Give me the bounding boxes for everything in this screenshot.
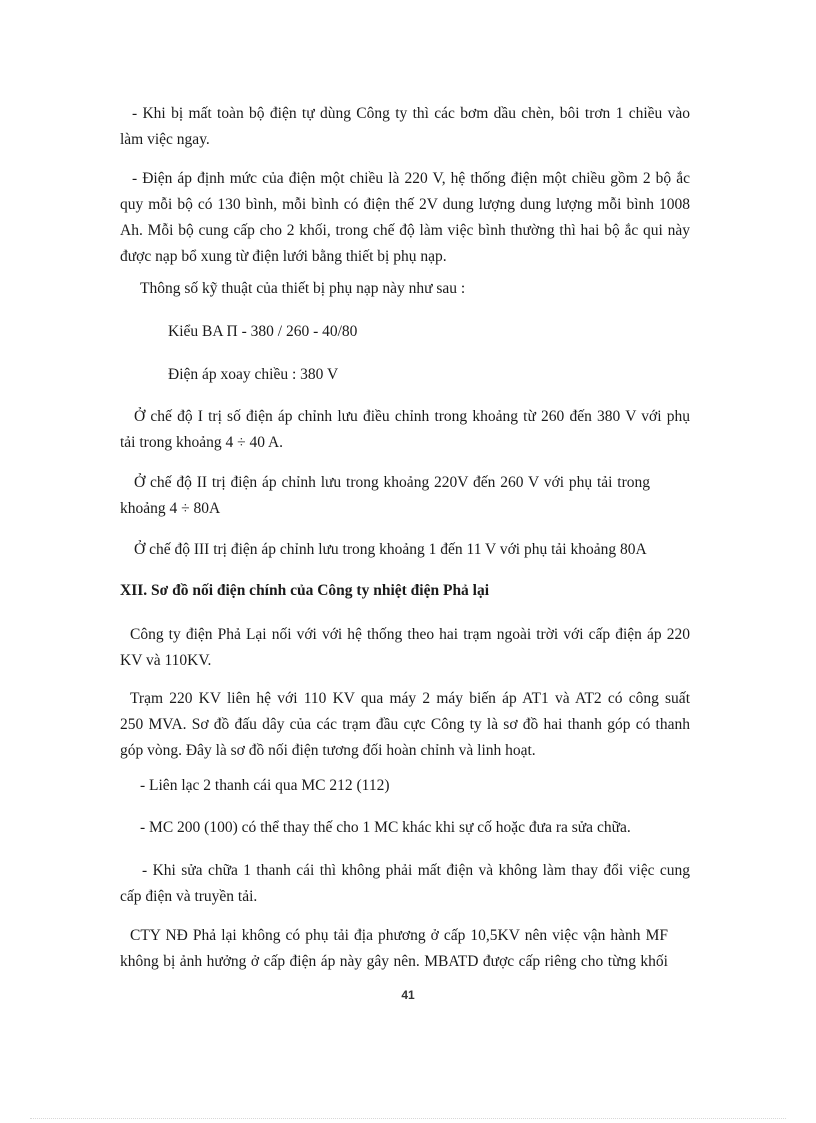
footer-divider [30, 1118, 786, 1119]
spec-ac-voltage: Điện áp xoay chiều : 380 V [168, 366, 339, 383]
section-heading: XII. Sơ đồ nối điện chính của Công ty nhiệt điện Phả lại [120, 582, 490, 599]
bullet-mc-200: - MC 200 (100) có thể thay thế cho 1 MC khác khi sự cố hoặc đưa ra sửa chữa. [140, 819, 631, 836]
paragraph-mode-3: Ở chế độ III trị điện áp chỉnh lưu trong khoảng 1 đến 11 V với phụ tải khoảng 80A [134, 541, 647, 558]
spec-model: Kiểu BA П - 380 / 260 - 40/80 [168, 323, 358, 340]
paragraph-dc-voltage: - Điện áp định mức của điện một chiều là 220 V, hệ thống điện một chiều gồm 2 bộ ắc quy mỗi bộ có 130 bình, mỗi bình có điện thế 2V dung lượng dung lượng mỗi bình 1008 Ah. Mỗi bộ cung cấp cho 2 khối, trong chế độ làm việc bình thường thì hai bộ ắc qui này được nạp bổ xung từ điện lưới bằng thiết bị phụ nạp. [120, 170, 690, 265]
paragraph-substation: Trạm 220 KV liên hệ với 110 KV qua máy 2 máy biến áp AT1 và AT2 có công suất 250 MVA. Sơ đồ đấu dây của các trạm đầu cực Công ty là sơ đồ hai thanh góp có thanh góp vòng. Đây là sơ đồ nối điện tương đối hoàn chỉnh và linh hoạt. [120, 690, 690, 759]
paragraph-mode-1: Ở chế độ I trị số điện áp chỉnh lưu điều chỉnh trong khoảng từ 260 đến 380 V với phụ tải trong khoảng 4 ÷ 40 A. [120, 408, 690, 451]
bullet-busbar-link: - Liên lạc 2 thanh cái qua MC 212 (112) [140, 777, 390, 794]
paragraph-charger-specs-intro: Thông số kỹ thuật của thiết bị phụ nạp này như sau : [140, 280, 466, 297]
page-number: 41 [401, 988, 415, 1002]
paragraph-local-load: CTY NĐ Phả lại không có phụ tải địa phương ở cấp 10,5KV nên việc vận hành MF không bị ảnh hưởng ở cấp điện áp này gây nên. MBATD được cấp riêng cho từng khối [120, 927, 668, 970]
paragraph-grid-connection: Công ty điện Phả Lại nối với với hệ thống theo hai trạm ngoài trời với cấp điện áp 220 KV và 110KV. [120, 626, 690, 669]
paragraph-dc-pumps: - Khi bị mất toàn bộ điện tự dùng Công ty thì các bơm dầu chèn, bôi trơn 1 chiều vào làm việc ngay. [120, 105, 690, 148]
paragraph-mode-2: Ở chế độ II trị điện áp chỉnh lưu trong khoảng 220V đến 260 V với phụ tải trong khoảng 4 ÷ 80A [120, 474, 650, 517]
paragraph-busbar-repair: - Khi sửa chữa 1 thanh cái thì không phải mất điện và không làm thay đổi việc cung cấp điện và truyền tải. [120, 862, 690, 905]
